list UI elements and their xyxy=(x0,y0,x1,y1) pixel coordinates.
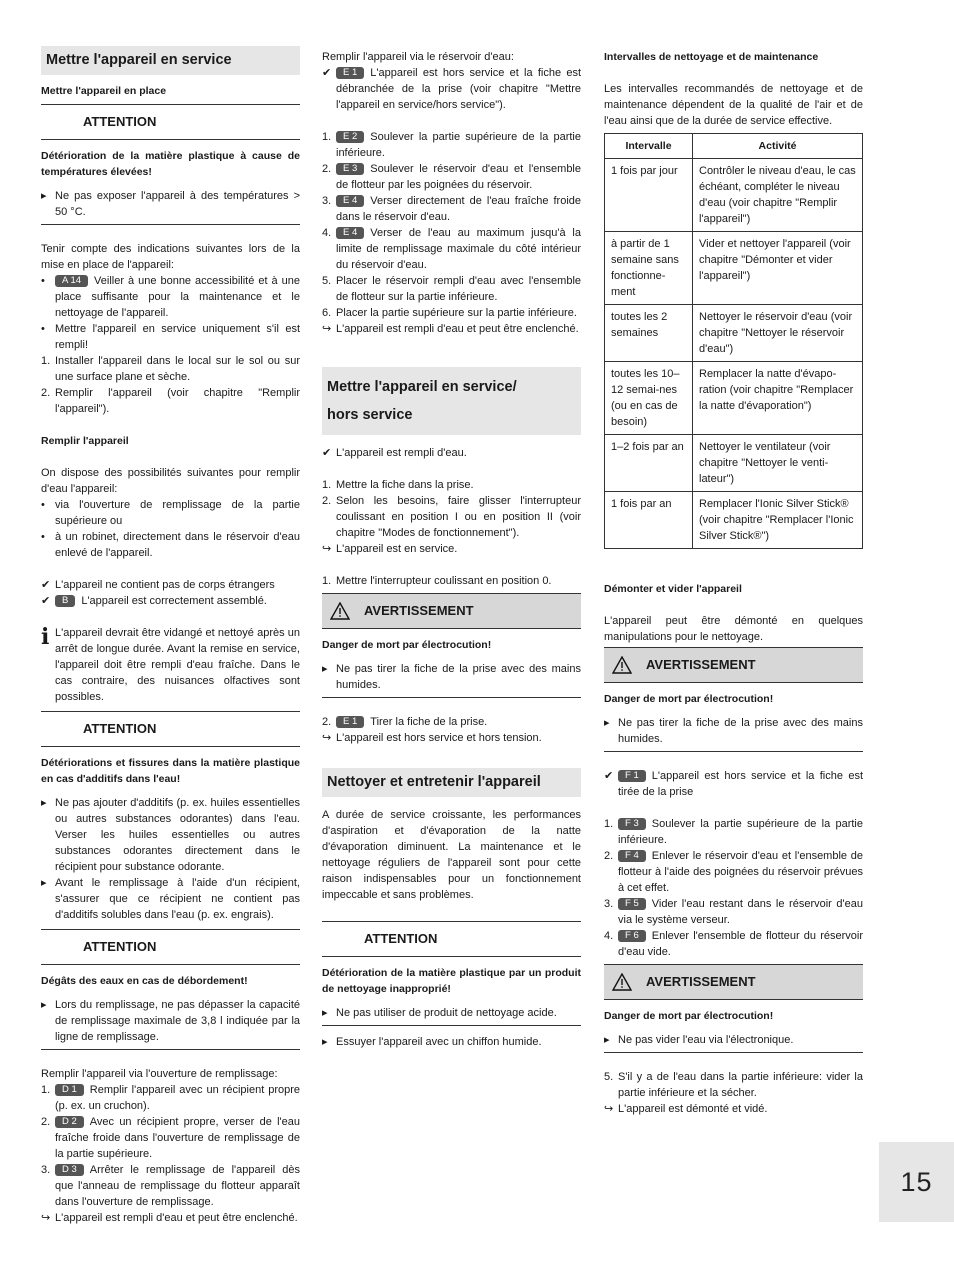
attention-heading: Détérioration de la matière plastique par un produit de nettoyage inapproprié! xyxy=(322,967,581,995)
warning-heading: Danger de mort par électrocution! xyxy=(604,693,774,705)
subheading-intervals: Intervalles de nettoyage et de maintenance xyxy=(604,51,819,63)
list-item: • A 14 Veiller à une bonne accessibilité et à une place suffisante pour la maintenance et le nettoyage de l'appareil. xyxy=(41,275,300,319)
list-item: 6. Placer la partie supérieure sur la partie inférieure. xyxy=(322,307,577,319)
page-number: 15 xyxy=(879,1142,954,1222)
subheading-dismantle: Démonter et vider l'appareil xyxy=(604,583,742,595)
table-header-row xyxy=(605,134,863,159)
interval-paragraph: Les intervalles recommandés de nettoyage et de maintenance dépendent de la qualité de l'air et de l'eau ainsi que de la durée de service effective. xyxy=(604,83,863,127)
attention-box-1 xyxy=(41,104,300,140)
warning-triangle-icon xyxy=(612,656,632,674)
checkmark-icon: ✔ xyxy=(322,447,332,459)
result-arrow-icon: ↪ xyxy=(41,1212,51,1224)
list-item: 2. Selon les besoins, faire glisser l'interrupteur coulissant en position I ou en position II (voir chapitre "Modes de fonctionnement"). xyxy=(322,495,581,539)
warning-item: ▸ Ne pas tirer la fiche de la prise avec des mains humides. xyxy=(322,663,581,691)
list-item: • via l'ouverture de remplissage de la partie supérieure ou xyxy=(41,499,300,527)
list-item: • à un robinet, directement dans le réservoir d'eau enlevé de l'appareil. xyxy=(41,531,300,559)
figure-tag: E 3 xyxy=(336,163,364,175)
list-item: 1. E 2 Soulever la partie supérieure de la partie inférieure. xyxy=(322,131,581,159)
warning-box-1: AVERTISSEMENT xyxy=(604,647,863,683)
figure-tag: F 1 xyxy=(618,770,646,782)
attention-item: ▸ Avant le remplissage à l'aide d'un récipient, s'assurer que ce récipient ne contient pas d'additifs solubles dans l'eau (p. ex. engrais). xyxy=(41,877,300,921)
subheading-place: Mettre l'appareil en place xyxy=(41,85,167,97)
triangle-bullet-icon: ▸ xyxy=(41,797,47,809)
result-item: ↪ L'appareil est en service. xyxy=(322,543,458,555)
figure-tag: D 1 xyxy=(55,1084,84,1096)
result-arrow-icon: ↪ xyxy=(604,1103,614,1115)
figure-tag: D 2 xyxy=(55,1116,84,1128)
result-item: ↪ L'appareil est hors service et hors tension. xyxy=(322,732,542,744)
list-item: 3. D 3 Arrêter le remplissage de l'appareil dès que l'anneau de remplissage du flotteur apparaît dans l'ouverture de remplissage. xyxy=(41,1164,300,1208)
warning-heading: Danger de mort par électrocution! xyxy=(604,1010,774,1022)
attention-box-2 xyxy=(41,711,300,747)
list-item: 4. F 6 Enlever l'ensemble de flotteur du réservoir d'eau vide. xyxy=(604,930,863,958)
list-item: 3. F 5 Vider l'eau restant dans le réservoir d'eau via le système verseur. xyxy=(604,898,863,926)
attention-box-3 xyxy=(41,929,300,965)
list-item: • Mettre l'appareil en service uniquement s'il est rempli! xyxy=(41,323,300,351)
checkmark-icon: ✔ xyxy=(41,579,51,591)
list-item: 1. Installer l'appareil dans le local sur le sol ou sur une surface plane et sèche. xyxy=(41,355,300,383)
figure-tag: F 5 xyxy=(618,898,646,910)
attention-box: ATTENTION xyxy=(322,921,581,957)
table-row: 1 fois par jour Contrôler le niveau d'eau, le cas échéant, compléter le niveau d'eau (voir chapitre "Remplir l'appareil") xyxy=(605,159,863,232)
warning-item: ▸ Ne pas tirer la fiche de la prise avec des mains humides. xyxy=(604,717,863,745)
instruction-item: ▸ Essuyer l'appareil avec un chiffon humide. xyxy=(322,1036,542,1048)
place-intro: Tenir compte des indications suivantes lors de la mise en place de l'appareil: xyxy=(41,243,300,271)
triangle-bullet-icon: ▸ xyxy=(41,877,47,889)
result-arrow-icon: ↪ xyxy=(322,323,332,335)
triangle-bullet-icon: ▸ xyxy=(322,1007,328,1019)
check-item: ✔ B L'appareil est correctement assemblé. xyxy=(41,595,267,607)
figure-tag: E 4 xyxy=(336,227,364,239)
triangle-bullet-icon: ▸ xyxy=(41,190,47,202)
attention-label: ATTENTION xyxy=(83,721,157,736)
figure-tag: F 6 xyxy=(618,930,646,942)
attention-item: ▸ Ne pas exposer l'appareil à des températures > 50 °C. xyxy=(41,190,300,218)
result-item: ↪ L'appareil est démonté et vidé. xyxy=(604,1103,768,1115)
figure-tag: E 2 xyxy=(336,131,364,143)
figure-tag: F 3 xyxy=(618,818,646,830)
table-row: à partir de 1 semaine sans fonctionne-ment Vider et nettoyer l'appareil (voir chapitre "Démonter et vider l'appareil") xyxy=(605,232,863,305)
check-item: ✔ E 1 L'appareil est hors service et la fiche est débranchée de la prise (voir chapitre "Mettre l'appareil en service/hors service"). xyxy=(322,67,581,111)
check-item: ✔ F 1 L'appareil est hors service et la fiche est tirée de la prise xyxy=(604,770,863,798)
figure-tag: A 14 xyxy=(55,275,88,287)
table-row: toutes les 10–12 semai-nes (ou en cas de besoin) Remplacer la natte d'évapo-ration (voir chapitre "Remplacer la natte d'évaporation") xyxy=(605,362,863,435)
list-item: 2. F 4 Enlever le réservoir d'eau et l'ensemble de flotteur à l'aide des poignées du réservoir prévues à cet effet. xyxy=(604,850,863,894)
checkmark-icon: ✔ xyxy=(322,67,332,79)
attention-item: ▸ Ne pas utiliser de produit de nettoyage acide. xyxy=(322,1007,557,1019)
check-item: ✔ L'appareil ne contient pas de corps étrangers xyxy=(41,579,275,591)
list-item: 1. Mettre l'interrupteur coulissant en position 0. xyxy=(322,575,552,587)
table-row: 1 fois par an Remplacer l'Ionic Silver Stick® (voir chapitre "Remplacer l'Ionic Silver Stick®") xyxy=(605,492,863,549)
triangle-bullet-icon: ▸ xyxy=(322,1036,328,1048)
column-2 xyxy=(322,49,581,1050)
table-header: Activité xyxy=(693,134,863,159)
triangle-bullet-icon: ▸ xyxy=(322,663,328,675)
figure-tag: E 1 xyxy=(336,67,364,79)
dismantle-paragraph: L'appareil peut être démonté en quelques manipulations pour le nettoyage. xyxy=(604,615,863,643)
attention-heading: Détériorations et fissures dans la matière plastique en cas d'additifs dans l'eau! xyxy=(41,757,300,785)
list-item: 1. Mettre la fiche dans la prise. xyxy=(322,479,474,491)
list-item: 5. S'il y a de l'eau dans la partie inférieure: vider la partie inférieure et la sécher. xyxy=(604,1071,863,1099)
list-item: 2. Remplir l'appareil (voir chapitre "Remplir l'appareil"). xyxy=(41,387,300,415)
figure-tag: E 4 xyxy=(336,195,364,207)
list-item: 2. D 2 Avec un récipient propre, verser de l'eau fraîche froide dans l'ouverture de remplissage de la partie supérieure. xyxy=(41,1116,300,1160)
clean-paragraph: A durée de service croissante, les performances d'aspiration et d'évaporation de la natte d'évaporation diminuent. La maintenance et le nettoyage réguliers de l'appareil sont pour cette raison indispensables pour un fonctionnement impeccable et sans problèmes. xyxy=(322,809,581,901)
section-title-clean: Nettoyer et entretenir l'appareil xyxy=(322,768,581,797)
fill-via-tank: Remplir l'appareil via le réservoir d'eau: xyxy=(322,51,514,63)
info-note: i L'appareil devrait être vidangé et nettoyé après un arrêt de longue durée. Avant la remise en service, l'appareil doit être rempli d'eau fraîche. Dans le cas contraire, des nuisances olfactives sont possibles. xyxy=(41,624,300,703)
attention-item: ▸ Lors du remplissage, ne pas dépasser la capacité de remplissage maximale de 3,8 l indiquée par la ligne de remplissage. xyxy=(41,999,300,1043)
triangle-bullet-icon: ▸ xyxy=(604,1034,610,1046)
subheading-fill: Remplir l'appareil xyxy=(41,435,129,447)
checkmark-icon: ✔ xyxy=(604,770,614,782)
warning-box-2: AVERTISSEMENT xyxy=(604,964,863,1000)
warning-triangle-icon xyxy=(612,973,632,991)
list-item: 3. E 4 Verser directement de l'eau fraîche froide dans le réservoir d'eau. xyxy=(322,195,581,223)
result-arrow-icon: ↪ xyxy=(322,732,332,744)
interval-table xyxy=(604,133,863,549)
attention-item: ▸ Ne pas ajouter d'additifs (p. ex. huiles essentielles ou autres substances odorantes) dans l'eau. Verser les huiles essentielles ou autres substances odorantes directement dans le récipient pour substance odorante. xyxy=(41,797,300,873)
warning-item: ▸ Ne pas vider l'eau via l'électronique. xyxy=(604,1034,794,1046)
list-item: 5. Placer le réservoir rempli d'eau avec l'ensemble de flotteur sur la partie inférieure. xyxy=(322,275,581,303)
figure-tag: D 3 xyxy=(55,1164,84,1176)
result-item: ↪ L'appareil est rempli d'eau et peut être enclenché. xyxy=(41,1212,298,1224)
attention-label: ATTENTION xyxy=(83,939,157,954)
triangle-bullet-icon: ▸ xyxy=(41,999,47,1011)
list-item: 2. E 3 Soulever le réservoir d'eau et l'ensemble de flotteur par les poignées du réservoir. xyxy=(322,163,581,191)
section-title-on-off: Mettre l'appareil en service/ hors service xyxy=(322,367,581,435)
fill-via-opening: Remplir l'appareil via l'ouverture de remplissage: xyxy=(41,1068,278,1080)
figure-tag: B xyxy=(55,595,75,607)
checkmark-icon: ✔ xyxy=(41,595,51,607)
column-3 xyxy=(604,49,863,1117)
warning-triangle-icon xyxy=(330,602,350,620)
warning-box: AVERTISSEMENT xyxy=(322,593,581,629)
table-row: toutes les 2 semaines Nettoyer le réservoir d'eau (voir chapitre "Nettoyer le réservoir d'eau") xyxy=(605,305,863,362)
section-title-service: Mettre l'appareil en service xyxy=(41,46,300,75)
attention-label: ATTENTION xyxy=(83,114,157,129)
check-item: ✔ L'appareil est rempli d'eau. xyxy=(322,447,467,459)
result-arrow-icon: ↪ xyxy=(322,543,332,555)
fill-intro: On dispose des possibilités suivantes pour remplir d'eau l'appareil: xyxy=(41,467,300,495)
triangle-bullet-icon: ▸ xyxy=(604,717,610,729)
list-item: 2. E 1 Tirer la fiche de la prise. xyxy=(322,716,488,728)
warning-heading: Danger de mort par électrocution! xyxy=(322,639,492,651)
column-1 xyxy=(41,46,300,1226)
list-item: 4. E 4 Verser de l'eau au maximum jusqu'à la limite de remplissage maximale du côté intérieur du réservoir d'eau. xyxy=(322,227,581,271)
table-row: 1–2 fois par an Nettoyer le ventilateur (voir chapitre "Nettoyer le venti-lateur") xyxy=(605,435,863,492)
figure-tag: E 1 xyxy=(336,716,364,728)
table-header: Intervalle xyxy=(605,134,693,159)
info-icon: i xyxy=(41,624,50,650)
attention-heading: Dégâts des eaux en cas de débordement! xyxy=(41,975,248,987)
attention-heading: Détérioration de la matière plastique à cause de températures élevées! xyxy=(41,150,300,178)
list-item: 1. D 1 Remplir l'appareil avec un récipient propre (p. ex. un cruchon). xyxy=(41,1084,300,1112)
figure-tag: F 4 xyxy=(618,850,646,862)
result-item: ↪ L'appareil est rempli d'eau et peut être enclenché. xyxy=(322,323,579,335)
list-item: 1. F 3 Soulever la partie supérieure de la partie inférieure. xyxy=(604,818,863,846)
